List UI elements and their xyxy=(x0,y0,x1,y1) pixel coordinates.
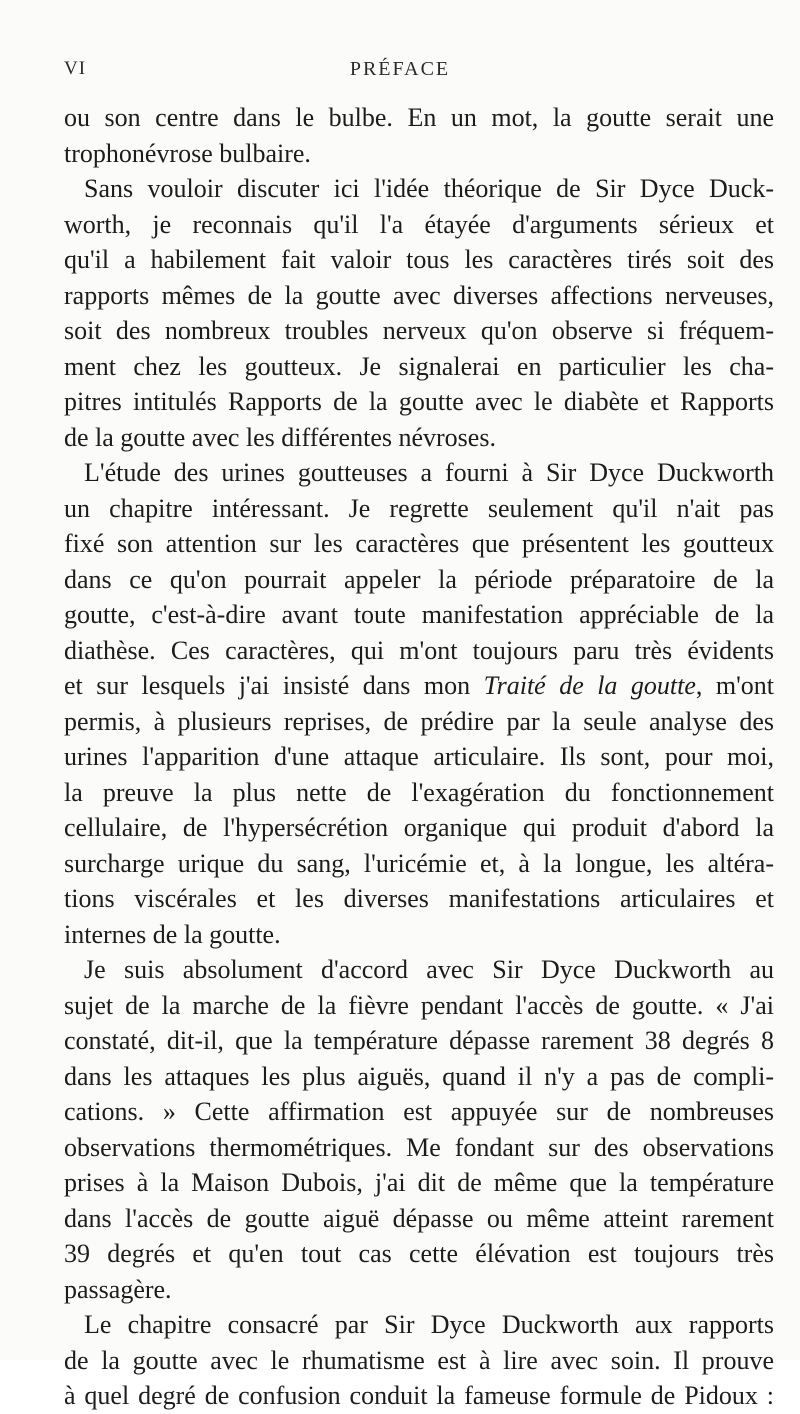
text-line: dans l'accès de goutte aiguë dépasse ou même atteint rarement xyxy=(64,1203,774,1233)
text-line: worth, je reconnais qu'il l'a étayée d'arguments sérieux et xyxy=(64,209,774,239)
text-line: tions viscérales et les diverses manifestations articulaires et xyxy=(64,884,774,913)
text-line: qu'il a habilement fait valoir tous les caractères tirés soit des xyxy=(64,245,774,274)
text-line: de la goutte avec les différentes névroses. xyxy=(64,422,496,452)
text-line: cations. » Cette affirmation est appuyée sur de nombreuses xyxy=(64,1097,774,1126)
text-line: observations thermométriques. Me fondant sur des observations xyxy=(64,1132,774,1162)
text-line: L'étude des urines goutteuses a fourni à Sir Dyce Duckworth xyxy=(84,458,774,487)
text-line: trophonévrose bulbaire. xyxy=(64,138,311,168)
text-line: goutte, c'est-à-dire avant toute manifestation appréciable de la xyxy=(64,600,774,629)
text-line: Le chapitre consacré par Sir Dyce Duckworth aux rapports xyxy=(84,1310,774,1339)
text-line: à quel degré de confusion conduit la fameuse formule de Pidoux : xyxy=(64,1381,774,1410)
text-line: internes de la goutte. xyxy=(64,919,281,949)
body-text xyxy=(64,100,774,1414)
text-line: la preuve la plus nette de l'exagération du fonctionnement xyxy=(64,777,774,807)
text-line: diathèse. Ces caractères, qui m'ont toujours paru très évidents xyxy=(64,635,774,665)
text-line: et sur lesquels j'ai insisté dans mon Traité de la goutte, m'ont xyxy=(64,671,774,700)
text-line: prises à la Maison Dubois, j'ai dit de même que la température xyxy=(64,1168,774,1197)
text-line: ment chez les goutteux. Je signalerai en particulier les cha- xyxy=(64,351,774,381)
text-line: sujet de la marche de la fièvre pendant l'accès de goutte. « J'ai xyxy=(64,990,774,1020)
page-number: VI xyxy=(64,58,87,79)
text-line: cellulaire, de l'hypersécrétion organique qui produit d'abord la xyxy=(64,813,774,842)
text-line: fixé son attention sur les caractères que présentent les goutteux xyxy=(64,529,774,558)
text-line: passagère. xyxy=(64,1274,172,1304)
text-line: 39 degrés et qu'en tout cas cette élévation est toujours très xyxy=(64,1239,774,1268)
text-line: surcharge urique du sang, l'uricémie et, à la longue, les altéra- xyxy=(64,848,774,878)
text-line: un chapitre intéressant. Je regrette seulement qu'il n'ait pas xyxy=(64,493,774,523)
text-line: Je suis absolument d'accord avec Sir Dyce Duckworth au xyxy=(84,955,774,984)
text-line: pitres intitulés Rapports de la goutte avec le diabète et Rapports xyxy=(64,387,774,416)
text-line: Sans vouloir discuter ici l'idée théorique de Sir Dyce Duck- xyxy=(84,174,774,203)
running-title: PRÉFACE xyxy=(349,58,451,80)
text-line: permis, à plusieurs reprises, de prédire par la seule analyse des xyxy=(64,706,774,736)
text-line: dans ce qu'on pourrait appeler la période préparatoire de la xyxy=(64,564,774,594)
book-title-reference: Traité de la goutte xyxy=(483,671,696,700)
text-line: de la goutte avec le rhumatisme est à lire avec soin. Il prouve xyxy=(64,1345,774,1375)
text-line: urines l'apparition d'une attaque articulaire. Ils sont, pour moi, xyxy=(64,742,774,771)
text-line: soit des nombreux troubles nerveux qu'on observe si fréquem- xyxy=(64,316,774,345)
text-line: rapports mêmes de la goutte avec diverses affections nerveuses, xyxy=(64,280,774,310)
text-line: constaté, dit-il, que la température dépasse rarement 38 degrés 8 xyxy=(64,1026,774,1055)
text-line: dans les attaques les plus aiguës, quand il n'y a pas de compli- xyxy=(64,1061,774,1091)
text-line: ou son centre dans le bulbe. En un mot, la goutte serait une xyxy=(64,103,774,132)
